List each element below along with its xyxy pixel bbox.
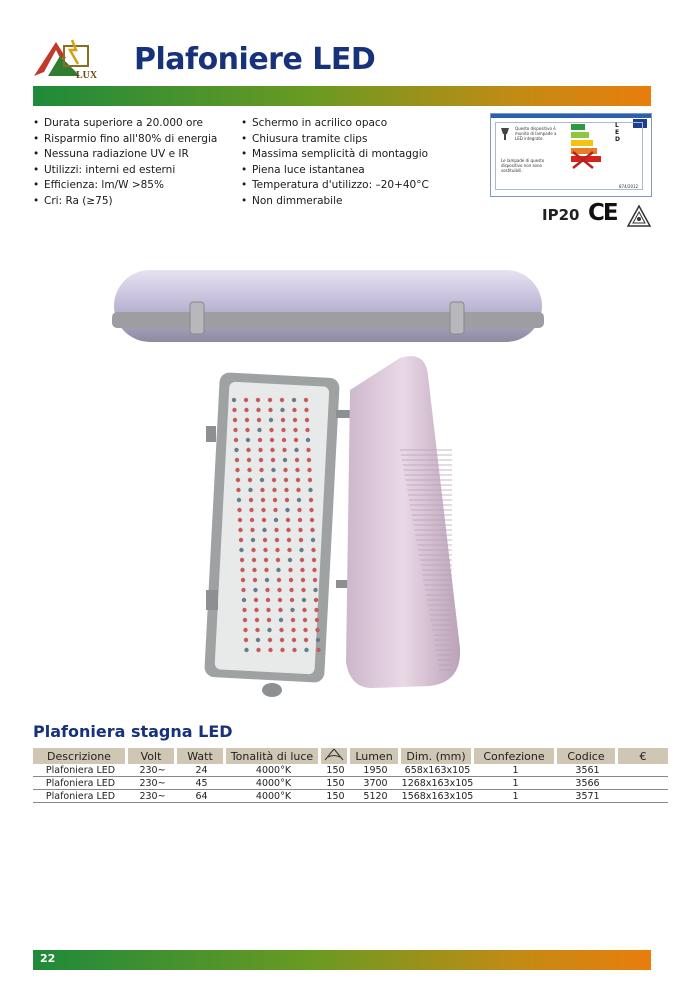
safety-triangle-icon — [626, 204, 652, 228]
led-dot — [240, 558, 244, 562]
led-dot — [256, 648, 260, 652]
table-cell: 150 — [321, 790, 350, 803]
table-cell: 658x163x105 — [401, 764, 474, 777]
col-header-confezione: Confezione — [474, 748, 557, 764]
table-cell — [618, 764, 668, 777]
led-dot — [239, 538, 243, 542]
led-dot — [273, 508, 277, 512]
led-dot — [266, 598, 270, 602]
led-dot — [279, 618, 283, 622]
led-dot — [297, 508, 301, 512]
table-cell: 1 — [474, 790, 557, 803]
col-header-descrizione: Descrizione — [33, 748, 128, 764]
led-dot — [306, 438, 310, 442]
table-cell: 150 — [321, 777, 350, 790]
led-dot — [272, 478, 276, 482]
led-dot — [300, 558, 304, 562]
col-header-volt: Volt — [128, 748, 177, 764]
led-dot — [301, 588, 305, 592]
led-dot — [263, 538, 267, 542]
table-cell: 5120 — [350, 790, 401, 803]
table-cell: 4000°K — [226, 764, 321, 777]
energy-label-strip — [491, 114, 651, 118]
led-dot — [247, 468, 251, 472]
page-number: 22 — [40, 952, 56, 965]
table-cell: 3566 — [557, 777, 618, 790]
energy-class-bar — [571, 124, 585, 130]
led-dot — [268, 648, 272, 652]
led-dot — [287, 538, 291, 542]
led-dot — [279, 628, 283, 632]
table-cell: 4000°K — [226, 777, 321, 790]
led-dot — [258, 448, 262, 452]
led-dot — [286, 528, 290, 532]
led-dot — [269, 428, 273, 432]
table-cell: 64 — [177, 790, 226, 803]
led-dot — [294, 448, 298, 452]
led-dot — [289, 588, 293, 592]
logo-text: LUX — [76, 70, 98, 81]
led-dot — [268, 398, 272, 402]
led-dot — [296, 478, 300, 482]
ip-rating: IP20 — [542, 206, 580, 224]
beam-angle-icon — [323, 748, 345, 761]
led-dot — [315, 618, 319, 622]
table-cell: 1 — [474, 777, 557, 790]
led-dot — [276, 568, 280, 572]
led-dot — [278, 608, 282, 612]
feature-item: • Durata superiore a 20.000 ore — [33, 116, 217, 132]
led-dot — [242, 608, 246, 612]
led-dot — [237, 498, 241, 502]
led-dot — [312, 568, 316, 572]
led-dot — [283, 458, 287, 462]
led-dot — [287, 548, 291, 552]
led-dot — [254, 598, 258, 602]
spec-table — [33, 748, 668, 803]
led-dot — [258, 438, 262, 442]
led-dot — [248, 488, 252, 492]
open-fixture-image — [204, 372, 354, 697]
led-dot — [233, 418, 237, 422]
led-dot — [278, 598, 282, 602]
led-dot — [314, 598, 318, 602]
led-dot — [261, 508, 265, 512]
led-dot — [261, 498, 265, 502]
led-dot — [232, 398, 236, 402]
table-cell — [618, 790, 668, 803]
led-dot — [246, 438, 250, 442]
led-dot — [260, 478, 264, 482]
led-dot — [297, 498, 301, 502]
table-row — [33, 764, 668, 777]
led-dot — [291, 618, 295, 622]
col-header-watt: Watt — [177, 748, 226, 764]
led-dot — [284, 478, 288, 482]
led-dot — [304, 638, 308, 642]
led-vertical-text: LED — [615, 122, 620, 143]
led-dot — [280, 648, 284, 652]
led-dot — [307, 468, 311, 472]
led-dot — [248, 478, 252, 482]
led-dot — [245, 418, 249, 422]
led-dot — [235, 468, 239, 472]
table-cell: 230~ — [128, 790, 177, 803]
led-dot — [275, 548, 279, 552]
led-dot — [311, 538, 315, 542]
table-cell: 150 — [321, 764, 350, 777]
table-cell: 3561 — [557, 764, 618, 777]
led-dot — [265, 578, 269, 582]
cross-icon — [571, 150, 595, 170]
led-dot — [282, 438, 286, 442]
table-cell: 1950 — [350, 764, 401, 777]
led-dot — [299, 538, 303, 542]
led-dot — [280, 398, 284, 402]
diffuser-cover-image — [346, 356, 460, 688]
led-dot — [316, 648, 320, 652]
energy-label-text: Questo dispositivo è munito di lampade a LED integrate. — [515, 126, 557, 141]
led-dot — [288, 558, 292, 562]
table-cell: 1568x163x105 — [401, 790, 474, 802]
led-dot — [312, 558, 316, 562]
led-dot — [276, 558, 280, 562]
led-dot — [262, 528, 266, 532]
closed-fixture-image — [112, 270, 544, 342]
led-dot — [280, 408, 284, 412]
led-dot — [295, 458, 299, 462]
led-dot — [277, 588, 281, 592]
led-dot — [274, 518, 278, 522]
led-dot — [234, 438, 238, 442]
led-dot — [308, 478, 312, 482]
led-dot — [239, 548, 243, 552]
feature-item: • Schermo in acrilico opaco — [241, 116, 429, 132]
table-cell: 230~ — [128, 764, 177, 777]
led-dot — [266, 608, 270, 612]
led-dot — [250, 528, 254, 532]
led-dot — [282, 448, 286, 452]
led-dot — [241, 578, 245, 582]
energy-class-bar — [571, 132, 589, 138]
table-cell: 1 — [474, 764, 557, 777]
led-dot — [280, 638, 284, 642]
led-dot — [290, 598, 294, 602]
feature-item: • Cri: Ra (≥75) — [33, 194, 217, 210]
col-header-codice: Codice — [557, 748, 618, 764]
lamp-icon — [499, 126, 511, 142]
led-dot — [242, 598, 246, 602]
led-dot — [313, 588, 317, 592]
led-dot — [249, 508, 253, 512]
led-dot — [255, 618, 259, 622]
company-logo — [30, 36, 130, 82]
led-dot — [233, 428, 237, 432]
led-dot — [235, 458, 239, 462]
led-dot — [246, 448, 250, 452]
led-dot — [285, 498, 289, 502]
col-header-beam-angle — [321, 748, 350, 764]
led-dot — [305, 418, 309, 422]
led-dot — [238, 528, 242, 532]
led-dot — [244, 398, 248, 402]
energy-label-text: Le lampade di questo dispositivo non sono sostituibili. — [501, 158, 545, 173]
led-dot — [310, 528, 314, 532]
led-dot — [275, 538, 279, 542]
led-dot — [270, 448, 274, 452]
led-dot — [303, 618, 307, 622]
led-dot — [236, 478, 240, 482]
led-dot — [306, 448, 310, 452]
led-dot — [270, 438, 274, 442]
led-dot — [247, 458, 251, 462]
led-dot — [304, 648, 308, 652]
led-dot — [295, 468, 299, 472]
led-dot — [252, 568, 256, 572]
led-dot — [304, 408, 308, 412]
table-cell: Plafoniera LED — [33, 790, 128, 803]
led-dot — [303, 628, 307, 632]
led-dot — [291, 628, 295, 632]
table-cell: 230~ — [128, 777, 177, 790]
table-row — [33, 790, 668, 803]
led-dot — [255, 628, 259, 632]
led-dot — [309, 508, 313, 512]
led-dot — [309, 498, 313, 502]
led-dot — [257, 428, 261, 432]
feature-item: • Temperatura d'utilizzo: –20+40°C — [241, 178, 429, 194]
col-header-prezzo: € — [618, 748, 668, 764]
feature-item: • Piena luce istantanea — [241, 163, 429, 179]
led-dot — [244, 638, 248, 642]
table-cell: 3700 — [350, 777, 401, 790]
led-dot — [253, 578, 257, 582]
led-dot — [285, 508, 289, 512]
led-dot — [294, 438, 298, 442]
led-dot — [268, 408, 272, 412]
led-dot — [250, 518, 254, 522]
led-dot — [243, 618, 247, 622]
led-dot — [293, 418, 297, 422]
table-cell: 45 — [177, 777, 226, 790]
led-dot — [271, 468, 275, 472]
led-dot — [316, 638, 320, 642]
led-dot — [292, 648, 296, 652]
led-dot — [240, 568, 244, 572]
led-dot — [265, 588, 269, 592]
led-dot — [267, 628, 271, 632]
led-dot — [298, 528, 302, 532]
led-dot — [273, 498, 277, 502]
led-dot — [263, 548, 267, 552]
table-cell: 24 — [177, 764, 226, 777]
led-dot — [288, 568, 292, 572]
col-header-tonalita: Tonalità di luce — [226, 748, 321, 764]
led-dot — [264, 568, 268, 572]
led-dot — [249, 498, 253, 502]
feature-item: • Nessuna radiazione UV e IR — [33, 147, 217, 163]
led-dot — [313, 578, 317, 582]
led-dot — [254, 608, 258, 612]
feature-item: • Risparmio fino all'80% di energia — [33, 132, 217, 148]
led-dot — [256, 398, 260, 402]
led-dot — [311, 548, 315, 552]
led-dot — [290, 608, 294, 612]
table-cell: Plafoniera LED — [33, 764, 128, 777]
feature-item: • Efficienza: lm/W >85% — [33, 178, 217, 194]
header-gradient-bar — [33, 86, 651, 106]
led-dot — [308, 488, 312, 492]
led-dot — [305, 428, 309, 432]
led-dot — [259, 458, 263, 462]
led-dot — [245, 428, 249, 432]
features-list-right — [241, 116, 429, 209]
led-dot — [232, 408, 236, 412]
led-dot — [243, 628, 247, 632]
led-dot — [269, 418, 273, 422]
led-dot — [310, 518, 314, 522]
led-dot — [271, 458, 275, 462]
led-dot — [253, 588, 257, 592]
led-dot — [257, 418, 261, 422]
table-cell: Plafoniera LED — [33, 777, 128, 790]
led-dot — [244, 648, 248, 652]
led-dot — [281, 428, 285, 432]
led-dot — [260, 488, 264, 492]
energy-label-code: 874/2012 — [619, 184, 639, 189]
feature-item: • Massima semplicità di montaggio — [241, 147, 429, 163]
led-dot — [304, 398, 308, 402]
energy-label — [490, 113, 652, 197]
led-dot — [292, 408, 296, 412]
led-dot — [302, 608, 306, 612]
led-dot — [314, 608, 318, 612]
led-dot — [251, 538, 255, 542]
led-dot — [252, 558, 256, 562]
table-cell: 3571 — [557, 790, 618, 803]
led-dot — [256, 638, 260, 642]
led-dot — [274, 528, 278, 532]
features-list-left — [33, 116, 217, 209]
feature-item: • Chiusura tramite clips — [241, 132, 429, 148]
led-dot — [236, 488, 240, 492]
feature-item: • Utilizzi: interni ed esterni — [33, 163, 217, 179]
led-dot — [302, 598, 306, 602]
table-cell: 4000°K — [226, 790, 321, 803]
col-header-dim: Dim. (mm) — [401, 748, 474, 764]
table-row — [33, 777, 668, 790]
product-photo — [100, 250, 560, 710]
led-dot — [296, 488, 300, 492]
table-cell — [618, 777, 668, 790]
led-dot — [262, 518, 266, 522]
section-title: Plafoniera stagna LED — [33, 722, 233, 741]
page-title: Plafoniere LED — [134, 42, 376, 77]
led-dot — [299, 548, 303, 552]
led-dot — [277, 578, 281, 582]
table-cell: 1268x163x105 — [401, 777, 474, 789]
led-dot — [272, 488, 276, 492]
led-dot — [237, 508, 241, 512]
led-dot — [298, 518, 302, 522]
feature-item: • Non dimmerabile — [241, 194, 429, 210]
ce-mark-icon: CE — [588, 200, 617, 226]
led-dot — [292, 638, 296, 642]
led-dot — [293, 428, 297, 432]
led-dot — [267, 618, 271, 622]
led-dot — [234, 448, 238, 452]
led-dot — [268, 638, 272, 642]
led-dot — [315, 628, 319, 632]
energy-class-bar — [571, 140, 593, 146]
led-dot — [286, 518, 290, 522]
led-dot — [238, 518, 242, 522]
led-dot — [281, 418, 285, 422]
led-dot — [300, 568, 304, 572]
led-dot — [307, 458, 311, 462]
led-dot — [241, 588, 245, 592]
table-header-row — [33, 748, 668, 764]
led-dot — [284, 488, 288, 492]
led-dot — [289, 578, 293, 582]
led-dot — [292, 398, 296, 402]
led-dot — [301, 578, 305, 582]
footer-gradient-bar — [33, 950, 651, 970]
led-dot — [259, 468, 263, 472]
led-dot — [264, 558, 268, 562]
led-dot — [251, 548, 255, 552]
led-dot — [283, 468, 287, 472]
led-dot — [244, 408, 248, 412]
col-header-lumen: Lumen — [350, 748, 401, 764]
led-dot — [256, 408, 260, 412]
